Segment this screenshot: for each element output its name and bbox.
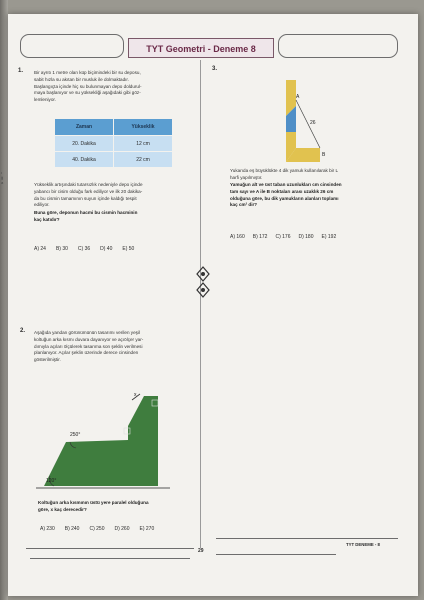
q1-text (34, 70, 194, 104)
q2-line: planlanıyor. Açılar şeklin üzerinde derece cinsinden (34, 350, 139, 356)
q3-option-b[interactable]: B) 172 (252, 234, 268, 240)
q3-question-line: kaç cm² dir? (230, 202, 258, 208)
q1-line: da bu cismin tamamının suyun içinde kaldığı tespit (34, 195, 137, 201)
q1-line: yabancı bir cisim olduğu fark ediliyor ve ilk 20 dakika- (34, 188, 143, 194)
q2-option-d[interactable]: D) 260 (114, 526, 130, 532)
q1-line: Bir ayrıtı 1 metre olan küp biçimindeki bir su deposu, (34, 70, 141, 75)
page-number: 29 (198, 548, 204, 554)
q3-option-e[interactable]: E) 192 (321, 234, 337, 240)
footer-rule (216, 554, 336, 555)
length-label: 26 (310, 120, 316, 126)
q3-option-c[interactable]: C) 176 (275, 234, 291, 240)
footer-rule (30, 558, 190, 559)
table-row (55, 136, 173, 152)
q1-option-a[interactable]: A) 24 (34, 246, 46, 252)
q1-option-e[interactable]: E) 50 (122, 246, 135, 252)
table-cell: 20. Dakika (55, 136, 114, 152)
q3-options (230, 234, 336, 240)
page-edge-shadow: ı ğ a (0, 0, 8, 600)
title-box (128, 38, 274, 58)
q3-question-line: Yamuğun alt ve üst taban uzunlukları cm cinsinden (230, 182, 342, 187)
page-title: TYT Geometri - Deneme 8 (146, 44, 256, 54)
q3-text (230, 168, 396, 182)
q2-chair-figure (36, 386, 172, 492)
q3-question-line: olduğuna göre, bu dik yamukların alanları toplamı (230, 195, 339, 201)
q2-option-b[interactable]: B) 240 (64, 526, 80, 532)
q2-option-e[interactable]: E) 270 (139, 526, 155, 532)
q2-question-line: Koltuğun arka kısmının üstü yere paralel olduğuna (38, 500, 149, 505)
q2-question (38, 500, 198, 514)
table-header: Zaman (55, 119, 114, 136)
q2-line: dımıyla açıları ölçülerek tasarıma son şeklin verilmesi (34, 343, 143, 349)
q1-table (54, 118, 173, 168)
q1-question-line: kaç katıdır? (34, 216, 60, 222)
q3-number: 3. (212, 66, 218, 72)
table-header: Yükseklik (114, 119, 173, 136)
q1-line: lemleniyor. (34, 97, 56, 103)
q3-option-d[interactable]: D) 180 (298, 234, 314, 240)
q2-line: gösterilmiştir. (34, 357, 61, 363)
header-right-box (278, 34, 398, 58)
footer-rule (26, 548, 194, 549)
q2-text (34, 330, 196, 364)
q3-question-line: tam sayı ve A ile B noktaları arası uzaklık 26 cm (230, 188, 334, 194)
q3-option-a[interactable]: A) 160 (230, 234, 245, 240)
point-label: A (296, 94, 300, 100)
ab-segment (296, 100, 320, 148)
q2-option-a[interactable]: A) 230 (40, 526, 55, 532)
q2-line: Aşağıda yandan görünümünün tasarımı verilen yeşil (34, 330, 140, 335)
angle-label: 120° (46, 478, 57, 484)
table-cell: 40. Dakika (55, 152, 114, 168)
table-row (55, 152, 173, 168)
q3-l-shape-figure (282, 76, 338, 168)
q1-line: Başlangıçta içinde hiç su bulunmayan depo doldurul- (34, 83, 142, 89)
q1-option-b[interactable]: B) 30 (55, 246, 68, 252)
point-label: B (322, 152, 326, 158)
footer-label: TYT DENEME - 8 (346, 542, 380, 547)
chair-shape (44, 396, 158, 486)
q1-line: maya başlanıyor ve su yüksekliği aşağıdaki gibi göz- (34, 90, 141, 96)
table-cell: 22 cm (114, 152, 173, 168)
q1-option-c[interactable]: C) 36 (77, 246, 91, 252)
header-left-box (20, 34, 124, 58)
column-divider (200, 60, 201, 548)
q1-line: ediliyor. (34, 202, 50, 208)
footer-rule (216, 538, 398, 539)
q1-question-line: Buna göre, deponun hacmi bu cismin hacminin (34, 210, 138, 215)
q1-options (34, 246, 134, 252)
q3-line: harfi yapılmıştır. (230, 174, 263, 180)
table-header-row (55, 119, 173, 136)
q1-number: 1. (18, 68, 24, 74)
q2-number: 2. (20, 328, 26, 334)
angle-label: x (134, 392, 137, 398)
q2-line: koltuğun arka kısmı duvara dayanıyor ve açıölçer yar- (34, 336, 144, 342)
q3-line: Yukarıda eş büyüklükte 4 dik yamuk kullanılarak bir L (230, 168, 339, 173)
q3-question (230, 182, 398, 209)
q2-option-c[interactable]: C) 250 (89, 526, 105, 532)
table-cell: 12 cm (114, 136, 173, 152)
q2-question-line: göre, x kaç derecedir? (38, 506, 87, 512)
q1-option-d[interactable]: D) 40 (100, 246, 113, 252)
q1-line: Yükseklik artışındaki tutarsızlık nedeniyle depo içinde (34, 182, 143, 187)
q1-question (34, 210, 196, 224)
q1-line: sabit hızla su akıtan bir musluk ile dolmaktadır. (34, 76, 129, 82)
publisher-logo-icon (196, 266, 210, 298)
angle-label: 250° (70, 432, 81, 438)
q1-text-2 (34, 182, 196, 209)
q2-options (40, 526, 154, 532)
